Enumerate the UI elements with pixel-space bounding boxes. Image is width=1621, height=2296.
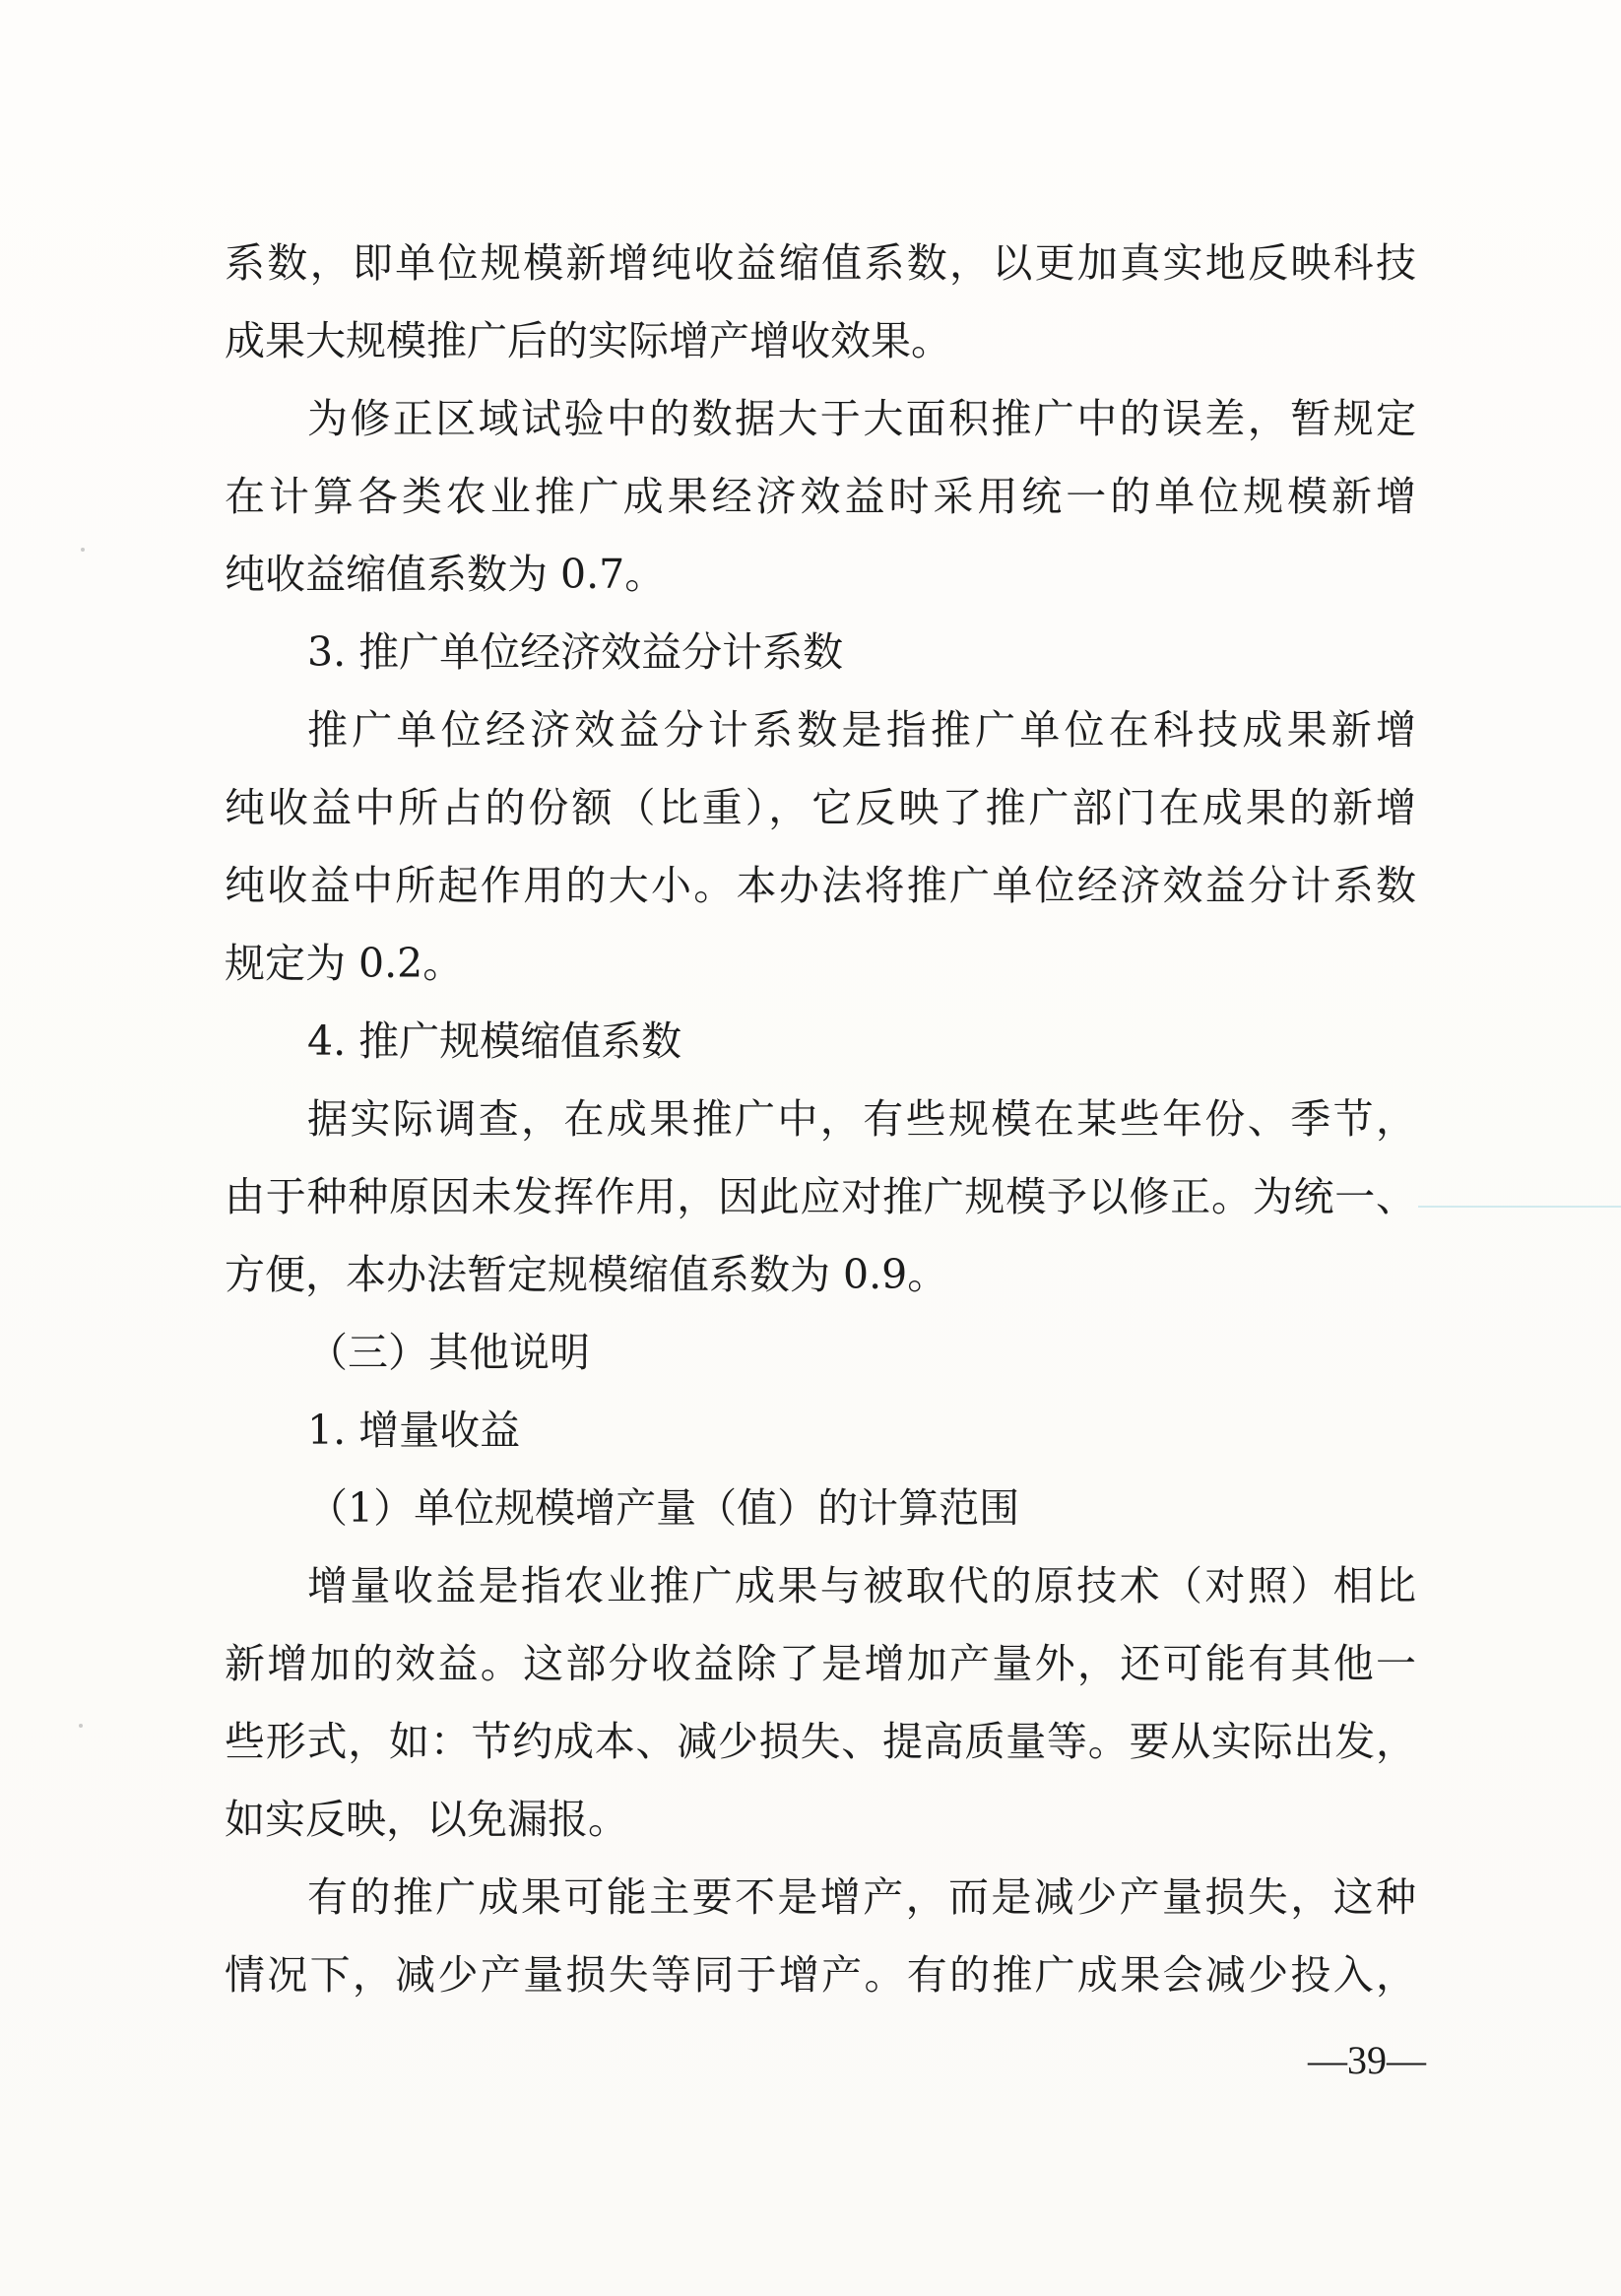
text-line: 系数，即单位规模新增纯收益缩值系数，以更加真实地反映科技 bbox=[225, 239, 1416, 287]
text-line: 由于种种原因未发挥作用，因此应对推广规模予以修正。为统一、 bbox=[225, 1173, 1416, 1220]
paragraph-start: 增量收益是指农业推广成果与被取代的原技术（对照）相比 bbox=[307, 1562, 1416, 1609]
text-line: 纯收益中所起作用的大小。本办法将推广单位经济效益分计系数 bbox=[225, 862, 1416, 909]
subsection-heading: 1. 增量收益 bbox=[307, 1407, 521, 1454]
body-text bbox=[225, 225, 1416, 2014]
text-line: 些形式，如：节约成本、减少损失、提高质量等。要从实际出发， bbox=[225, 1718, 1416, 1765]
section-heading: 3. 推广单位经济效益分计系数 bbox=[307, 628, 844, 676]
paragraph-start: 有的推广成果可能主要不是增产，而是减少产量损失，这种 bbox=[307, 1873, 1416, 1921]
text-line: 成果大规模推广后的实际增产增收效果。 bbox=[225, 317, 951, 364]
subsection-heading: （1）单位规模增产量（值）的计算范围 bbox=[307, 1484, 1020, 1532]
text-line: 如实反映，以免漏报。 bbox=[225, 1796, 628, 1843]
text-line: 在计算各类农业推广成果经济效益时采用统一的单位规模新增 bbox=[225, 473, 1416, 520]
text-line: 情况下，减少产量损失等同于增产。有的推广成果会减少投入， bbox=[225, 1951, 1416, 1999]
paragraph-start: 据实际调查，在成果推广中，有些规模在某些年份、季节， bbox=[307, 1095, 1416, 1143]
section-heading: 4. 推广规模缩值系数 bbox=[307, 1017, 682, 1065]
text-line: 方便，本办法暂定规模缩值系数为 0.9。 bbox=[225, 1251, 948, 1298]
page-number: —39— bbox=[1308, 2038, 1426, 2082]
scan-artifact-line bbox=[1418, 1206, 1621, 1208]
text-line: 规定为 0.2。 bbox=[225, 940, 464, 987]
text-line: 纯收益缩值系数为 0.7。 bbox=[225, 551, 666, 598]
section-heading: （三）其他说明 bbox=[307, 1329, 590, 1376]
paragraph-start: 为修正区域试验中的数据大于大面积推广中的误差，暂规定 bbox=[307, 395, 1416, 442]
scan-speck bbox=[79, 1724, 83, 1728]
scan-speck bbox=[81, 548, 85, 552]
paragraph-start: 推广单位经济效益分计系数是指推广单位在科技成果新增 bbox=[307, 706, 1416, 754]
text-line: 纯收益中所占的份额（比重），它反映了推广部门在成果的新增 bbox=[225, 784, 1416, 831]
text-line: 新增加的效益。这部分收益除了是增加产量外，还可能有其他一 bbox=[225, 1640, 1416, 1687]
